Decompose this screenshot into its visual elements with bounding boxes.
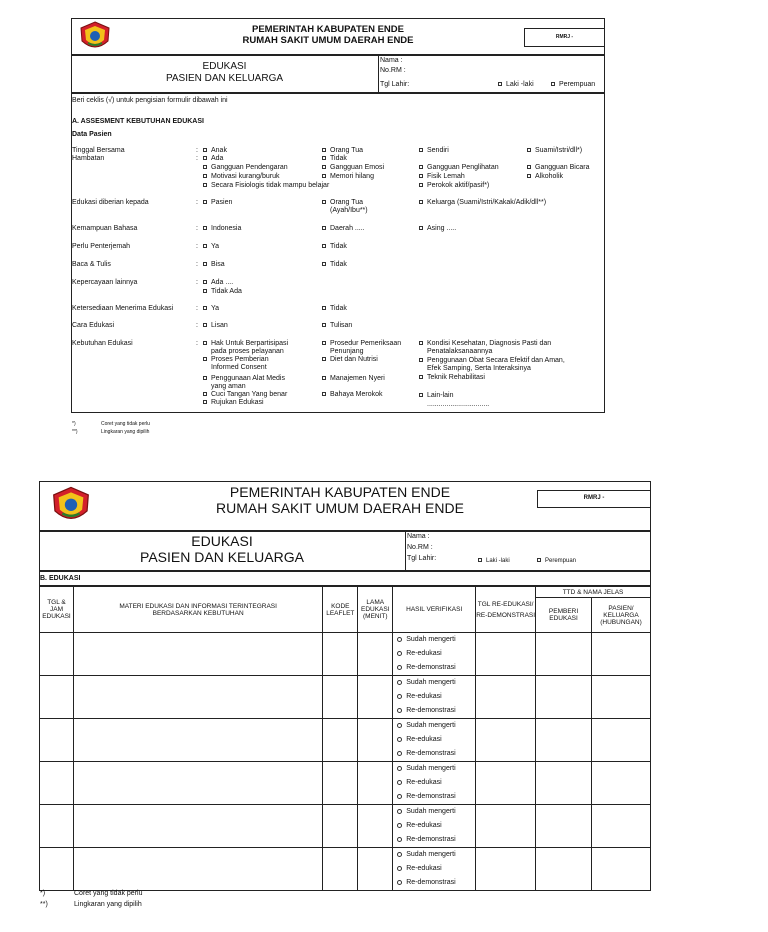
opt-nyeri[interactable]: Manajemen Nyeri — [322, 375, 385, 383]
table-row — [40, 762, 651, 805]
patient-tgl-2[interactable]: Tgl Lahir: — [407, 555, 437, 562]
table-cell[interactable] — [476, 762, 536, 805]
checkbox-icon[interactable] — [419, 183, 423, 187]
radio-circle-icon[interactable] — [397, 794, 402, 799]
verification-options — [393, 719, 476, 762]
opt-baca-tidak[interactable]: Tidak — [322, 261, 347, 269]
table-cell[interactable] — [476, 633, 536, 676]
checkbox-icon[interactable] — [322, 148, 326, 152]
section-b-title: B. EDUKASI — [40, 575, 81, 582]
opt-proses[interactable]: Proses Pemberian — [203, 356, 269, 364]
table-cell[interactable] — [592, 633, 651, 676]
checkbox-icon[interactable] — [419, 174, 423, 178]
radio-circle-icon[interactable] — [397, 680, 402, 685]
col-hasil-header: HASIL VERIFIKASI — [393, 587, 476, 633]
checkbox-icon[interactable] — [203, 262, 207, 266]
logo-emblem-1 — [78, 21, 112, 58]
radio-circle-icon[interactable] — [397, 708, 402, 713]
verification-option[interactable] — [393, 805, 475, 819]
verification-label: Re-edukasi — [406, 693, 442, 700]
col-pasien-header: PASIEN/ KELUARGA (HUBUNGAN) — [592, 598, 651, 633]
checkbox-icon[interactable] — [203, 174, 207, 178]
opt-fisiologis[interactable]: Secara Fisiologis tidak mampu belajar — [203, 182, 329, 190]
verification-options — [393, 805, 476, 848]
opt-proses-cont: Informed Consent — [211, 364, 267, 371]
table-cell[interactable] — [358, 848, 393, 891]
opt-pasien[interactable]: Pasien — [203, 199, 232, 207]
verification-options — [393, 848, 476, 891]
opt-obat-cont: Efek Samping, Serta Interaksinya — [427, 365, 531, 372]
label-penterjemah: Perlu Penterjemah — [72, 243, 130, 250]
opt-obat[interactable]: Penggunaan Obat Secara Efektif dan Aman, — [419, 357, 565, 365]
verification-option[interactable] — [393, 833, 475, 847]
table-cell[interactable] — [323, 805, 358, 848]
colon: : — [196, 279, 198, 286]
footnote-1b: Coret yang tidak perlu — [74, 890, 143, 897]
table-row — [40, 805, 651, 848]
verification-options — [393, 762, 476, 805]
table-cell[interactable] — [536, 719, 592, 762]
gender-female-1[interactable]: Perempuan — [551, 81, 595, 89]
checkbox-icon[interactable] — [322, 262, 326, 266]
table-cell[interactable] — [536, 676, 592, 719]
checkbox-icon[interactable] — [203, 357, 207, 361]
verification-option[interactable] — [393, 661, 475, 675]
table-cell[interactable] — [40, 805, 74, 848]
table-row — [40, 633, 651, 676]
header-title-1: PEMERINTAH KABUPATEN ENDE — [251, 24, 404, 35]
verification-option[interactable] — [393, 790, 475, 804]
checkbox-icon[interactable] — [203, 280, 207, 284]
checkbox-icon[interactable] — [527, 174, 531, 178]
checkbox-icon[interactable] — [203, 200, 207, 204]
verification-option[interactable] — [393, 719, 475, 733]
checkbox-icon[interactable] — [322, 323, 326, 327]
table-cell[interactable] — [323, 848, 358, 891]
checkbox-icon[interactable] — [203, 165, 207, 169]
opt-penglihatan[interactable]: Gangguan Penglihatan — [419, 164, 499, 172]
verification-option[interactable] — [393, 647, 475, 661]
table-cell[interactable] — [592, 719, 651, 762]
checkbox-icon[interactable] — [322, 341, 326, 345]
table-cell[interactable] — [40, 719, 74, 762]
title-1: EDUKASI — [202, 61, 247, 72]
opt-alat-cont: yang aman — [211, 383, 246, 390]
table-cell[interactable] — [536, 633, 592, 676]
education-table — [39, 586, 651, 891]
colon: : — [196, 305, 198, 312]
verification-option[interactable] — [393, 819, 475, 833]
col-materi-header: MATERI EDUKASI DAN INFORMASI TERINTEGRASI BERDASARKAN KEBUTUHAN — [73, 587, 322, 633]
title-divider-1 — [378, 55, 379, 93]
footnote-2b-mark: **) — [40, 901, 48, 908]
verification-option[interactable] — [393, 762, 475, 776]
verification-label: Re-edukasi — [406, 865, 442, 872]
header-subtitle-2: RUMAH SAKIT UMUM DAERAH ENDE — [216, 500, 464, 516]
opt-fisik[interactable]: Fisik Lemah — [419, 173, 465, 181]
table-row — [40, 848, 651, 891]
checkbox-icon[interactable] — [322, 376, 326, 380]
checkbox-icon[interactable] — [419, 226, 423, 230]
patient-nama-2[interactable]: Nama : — [407, 533, 430, 540]
opt-motivasi[interactable]: Motivasi kurang/buruk — [203, 173, 279, 181]
col-pemberi-header: PEMBERI EDUKASI — [536, 598, 592, 633]
label-cara: Cara Edukasi — [72, 322, 115, 329]
opt-kepercayaan-ada[interactable]: Ada .... — [203, 279, 233, 287]
header-subtitle-1: RUMAH SAKIT UMUM DAERAH ENDE — [242, 35, 414, 46]
label-tinggal: Tinggal Bersama — [72, 147, 125, 154]
opt-ada[interactable]: Ada — [203, 155, 223, 163]
radio-circle-icon[interactable] — [397, 852, 402, 857]
rmrj-code-1: RMRJ - — [555, 34, 574, 40]
opt-penterjemah-tidak[interactable]: Tidak — [322, 243, 347, 251]
table-cell[interactable] — [73, 848, 322, 891]
table-cell[interactable] — [476, 719, 536, 762]
footnote-1-mark: *) — [72, 421, 76, 427]
table-cell[interactable] — [592, 848, 651, 891]
checkbox-icon[interactable] — [203, 341, 207, 345]
patient-tgl-1[interactable]: Tgl Lahir: — [380, 81, 410, 88]
colon: : — [196, 322, 198, 329]
opt-indonesia[interactable]: Indonesia — [203, 225, 241, 233]
verification-option[interactable] — [393, 747, 475, 761]
checkbox-icon[interactable] — [203, 323, 207, 327]
colon: : — [196, 261, 198, 268]
table-cell[interactable] — [73, 676, 322, 719]
table-cell[interactable] — [476, 676, 536, 719]
opt-ketersediaan-tidak[interactable]: Tidak — [322, 305, 347, 313]
subtitle-2: PASIEN DAN KELUARGA — [140, 549, 304, 565]
table-cell[interactable] — [536, 848, 592, 891]
checkbox-icon[interactable] — [419, 165, 423, 169]
checkbox-icon[interactable] — [203, 156, 207, 160]
colon: : — [196, 155, 198, 162]
table-cell[interactable] — [40, 762, 74, 805]
col-tgl-header: TGL & JAM EDUKASI — [40, 587, 74, 633]
table-cell[interactable] — [476, 848, 536, 891]
verification-label: Sudah mengerti — [406, 722, 456, 729]
rmrj-code-2: RMRJ - — [583, 495, 605, 501]
checkbox-icon[interactable] — [527, 148, 531, 152]
verification-option[interactable] — [393, 690, 475, 704]
verification-option[interactable] — [393, 876, 475, 890]
colon: : — [196, 340, 198, 347]
opt-kondisi-cont: Penatalaksanaannya — [427, 348, 493, 355]
checkbox-icon[interactable] — [322, 174, 326, 178]
section-a-title: A. ASSESMENT KEBUTUHAN EDUKASI — [72, 118, 204, 125]
footnote-1: Coret yang tidak perlu — [101, 421, 150, 427]
verification-options — [393, 676, 476, 719]
logo-emblem-2 — [50, 485, 92, 532]
table-cell[interactable] — [358, 633, 393, 676]
checkbox-icon[interactable] — [203, 183, 207, 187]
radio-circle-icon[interactable] — [397, 637, 402, 642]
checkbox-icon[interactable] — [322, 226, 326, 230]
checkbox-icon[interactable] — [419, 148, 423, 152]
checkbox-icon[interactable] — [537, 558, 541, 562]
verification-label: Re-demonstrasi — [406, 836, 456, 843]
opt-rujukan[interactable]: Rujukan Edukasi — [203, 399, 264, 407]
col-lama-header: LAMA EDUKASI (MENIT) — [358, 587, 393, 633]
verification-option[interactable] — [393, 633, 475, 647]
verification-label: Sudah mengerti — [406, 808, 456, 815]
verification-label: Sudah mengerti — [406, 765, 456, 772]
checkbox-icon[interactable] — [322, 357, 326, 361]
colon: : — [196, 225, 198, 232]
opt-ketersediaan-ya[interactable]: Ya — [203, 305, 219, 313]
opt-merokok[interactable]: Bahaya Merokok — [322, 391, 383, 399]
colon: : — [196, 147, 198, 154]
checkbox-icon[interactable] — [527, 165, 531, 169]
verification-label: Sudah mengerti — [406, 851, 456, 858]
col-kode-header: KODE LEAFLET — [323, 587, 358, 633]
gender-female-2[interactable]: Perempuan — [537, 557, 576, 565]
gender-male-1[interactable]: Laki -laki — [498, 81, 534, 89]
verification-label: Re-demonstrasi — [406, 750, 456, 757]
opt-prosedur[interactable]: Prosedur Pemeriksaan — [322, 340, 401, 348]
radio-circle-icon[interactable] — [397, 665, 402, 670]
checkbox-icon[interactable] — [419, 341, 423, 345]
title-2: EDUKASI — [191, 533, 253, 549]
opt-lainlain[interactable]: Lain-lain — [419, 392, 453, 400]
table-cell[interactable] — [536, 762, 592, 805]
label-baca: Baca & Tulis — [72, 261, 111, 268]
opt-orangtua-2[interactable]: Orang Tua — [322, 199, 363, 207]
checkbox-icon[interactable] — [203, 376, 207, 380]
footnote-2-mark: **) — [72, 429, 78, 435]
radio-circle-icon[interactable] — [397, 751, 402, 756]
opt-tulisan[interactable]: Tulisan — [322, 322, 352, 330]
section-b-bar — [39, 571, 651, 586]
opt-tidak[interactable]: Tidak — [322, 155, 347, 163]
verification-label: Re-edukasi — [406, 650, 442, 657]
table-cell[interactable] — [323, 762, 358, 805]
data-pasien-label: Data Pasien — [72, 131, 112, 138]
footnote-2b: Lingkaran yang dipilih — [74, 901, 142, 908]
verification-option[interactable] — [393, 862, 475, 876]
patient-norm-1[interactable]: No.RM : — [380, 67, 406, 74]
opt-penterjemah-ya[interactable]: Ya — [203, 243, 219, 251]
opt-orangtua-2-note: (Ayah/Ibu**) — [330, 207, 368, 214]
checkbox-icon[interactable] — [322, 306, 326, 310]
radio-circle-icon[interactable] — [397, 837, 402, 842]
opt-bicara[interactable]: Gangguan Bicara — [527, 164, 589, 172]
verification-option[interactable] — [393, 776, 475, 790]
patient-nama-1[interactable]: Nama : — [380, 57, 403, 64]
opt-daerah[interactable]: Daerah ..... — [322, 225, 365, 233]
checkbox-icon[interactable] — [203, 148, 207, 152]
table-cell[interactable] — [323, 676, 358, 719]
verification-label: Re-demonstrasi — [406, 707, 456, 714]
colon: : — [196, 243, 198, 250]
opt-perokok[interactable]: Perokok aktif/pasif*) — [419, 182, 489, 190]
opt-memori[interactable]: Memori hilang — [322, 173, 374, 181]
checkbox-icon[interactable] — [419, 200, 423, 204]
verification-label: Re-edukasi — [406, 779, 442, 786]
radio-circle-icon[interactable] — [397, 651, 402, 656]
verification-option[interactable] — [393, 676, 475, 690]
opt-tidak-ada[interactable]: Tidak Ada — [203, 288, 242, 296]
checkbox-icon[interactable] — [203, 289, 207, 293]
table-cell[interactable] — [358, 762, 393, 805]
checkbox-icon[interactable] — [478, 558, 482, 562]
opt-hak[interactable]: Hak Untuk Berpartisipasi — [203, 340, 288, 348]
table-cell[interactable] — [592, 805, 651, 848]
label-hambatan: Hambatan — [72, 155, 105, 162]
footnote-1b-mark: *) — [40, 890, 46, 897]
checkbox-icon[interactable] — [419, 375, 423, 379]
checkbox-icon[interactable] — [419, 393, 423, 397]
checkbox-icon[interactable] — [203, 392, 207, 396]
verification-label: Re-edukasi — [406, 736, 442, 743]
col-ttd-header: TTD & NAMA JELAS — [536, 587, 651, 598]
table-cell[interactable] — [358, 676, 393, 719]
patient-norm-2[interactable]: No.RM : — [407, 544, 433, 551]
checkbox-icon[interactable] — [322, 244, 326, 248]
radio-circle-icon[interactable] — [397, 823, 402, 828]
label-ketersediaan: Ketersediaan Menerima Edukasi — [72, 305, 174, 312]
label-kebutuhan: Kebutuhan Edukasi — [72, 340, 133, 347]
header-title-2: PEMERINTAH KABUPATEN ENDE — [229, 484, 451, 500]
verification-label: Re-demonstrasi — [406, 664, 456, 671]
col-tglre-header: TGL RE-EDUKASI/ RE-DEMONSTRASI — [476, 587, 536, 633]
table-cell[interactable] — [323, 719, 358, 762]
verification-options — [393, 633, 476, 676]
opt-pendengaran[interactable]: Gangguan Pendengaran — [203, 164, 288, 172]
verification-label: Re-demonstrasi — [406, 793, 456, 800]
opt-kondisi[interactable]: Kondisi Kesehatan, Diagnosis Pasti dan — [419, 340, 551, 348]
table-row — [40, 676, 651, 719]
opt-lisan[interactable]: Lisan — [203, 322, 228, 330]
label-diberian: Edukasi diberian kepada — [72, 199, 149, 206]
label-kepercayaan: Kepercayaan lainnya — [72, 279, 138, 286]
verification-label: Re-edukasi — [406, 822, 442, 829]
opt-prosedur-cont: Penunjang — [330, 348, 364, 355]
opt-keluarga[interactable]: Keluarga (Suami/Istri/Kakak/Adik/dll**) — [419, 199, 546, 207]
opt-cuci[interactable]: Cuci Tangan Yang benar — [203, 391, 287, 399]
verification-option[interactable] — [393, 848, 475, 862]
opt-teknik[interactable]: Teknik Rehabilitasi — [419, 374, 485, 382]
title-divider-2 — [405, 531, 406, 571]
opt-hak-cont: pada proses pelayanan — [211, 348, 284, 355]
opt-emosi[interactable]: Gangguan Emosi — [322, 164, 384, 172]
opt-orangtua[interactable]: Orang Tua — [322, 147, 363, 155]
table-cell[interactable] — [476, 805, 536, 848]
radio-circle-icon[interactable] — [397, 780, 402, 785]
verification-option[interactable] — [393, 704, 475, 718]
checkbox-icon[interactable] — [498, 82, 502, 86]
instruction: Beri ceklis (√) untuk pengisian formulir dibawah ini — [72, 97, 228, 104]
opt-suami[interactable]: Suami/Istri/dll*) — [527, 147, 582, 155]
table-cell[interactable] — [358, 805, 393, 848]
table-cell[interactable] — [536, 805, 592, 848]
checkbox-icon[interactable] — [322, 392, 326, 396]
checkbox-icon[interactable] — [322, 156, 326, 160]
table-cell[interactable] — [40, 676, 74, 719]
opt-diet[interactable]: Diet dan Nutrisi — [322, 356, 378, 364]
table-cell[interactable] — [73, 633, 322, 676]
opt-alkoholik[interactable]: Alkoholik — [527, 173, 563, 181]
table-cell[interactable] — [73, 762, 322, 805]
footnote-2: Lingkaran yang dipilih — [101, 429, 150, 435]
table-cell[interactable] — [73, 719, 322, 762]
opt-alat[interactable]: Penggunaan Alat Medis — [203, 375, 285, 383]
checkbox-icon[interactable] — [322, 200, 326, 204]
radio-circle-icon[interactable] — [397, 737, 402, 742]
opt-bisa[interactable]: Bisa — [203, 261, 225, 269]
radio-circle-icon[interactable] — [397, 694, 402, 699]
subtitle-1: PASIEN DAN KELUARGA — [165, 73, 284, 84]
radio-circle-icon[interactable] — [397, 809, 402, 814]
checkbox-icon[interactable] — [322, 165, 326, 169]
verification-option[interactable] — [393, 733, 475, 747]
table-cell[interactable] — [592, 676, 651, 719]
table-cell[interactable] — [358, 719, 393, 762]
checkbox-icon[interactable] — [203, 226, 207, 230]
table-cell[interactable] — [40, 633, 74, 676]
opt-anak[interactable]: Anak — [203, 147, 227, 155]
checkbox-icon[interactable] — [203, 400, 207, 404]
checkbox-icon[interactable] — [551, 82, 555, 86]
table-cell[interactable] — [323, 633, 358, 676]
radio-circle-icon[interactable] — [397, 723, 402, 728]
verification-label: Sudah mengerti — [406, 679, 456, 686]
radio-circle-icon[interactable] — [397, 866, 402, 871]
table-cell[interactable] — [73, 805, 322, 848]
checkbox-icon[interactable] — [203, 244, 207, 248]
colon: : — [196, 199, 198, 206]
label-bahasa: Kemampuan Bahasa — [72, 225, 138, 232]
radio-circle-icon[interactable] — [397, 880, 402, 885]
checkbox-icon[interactable] — [203, 306, 207, 310]
opt-lainlain-dots[interactable]: ................................ — [427, 401, 490, 408]
radio-circle-icon[interactable] — [397, 766, 402, 771]
table-cell[interactable] — [40, 848, 74, 891]
verification-label: Sudah mengerti — [406, 636, 456, 643]
gender-male-2[interactable]: Laki -laki — [478, 557, 510, 565]
opt-sendiri[interactable]: Sendiri — [419, 147, 449, 155]
table-row — [40, 719, 651, 762]
checkbox-icon[interactable] — [419, 358, 423, 362]
table-cell[interactable] — [592, 762, 651, 805]
opt-asing[interactable]: Asing ..... — [419, 225, 456, 233]
verification-label: Re-demonstrasi — [406, 879, 456, 886]
